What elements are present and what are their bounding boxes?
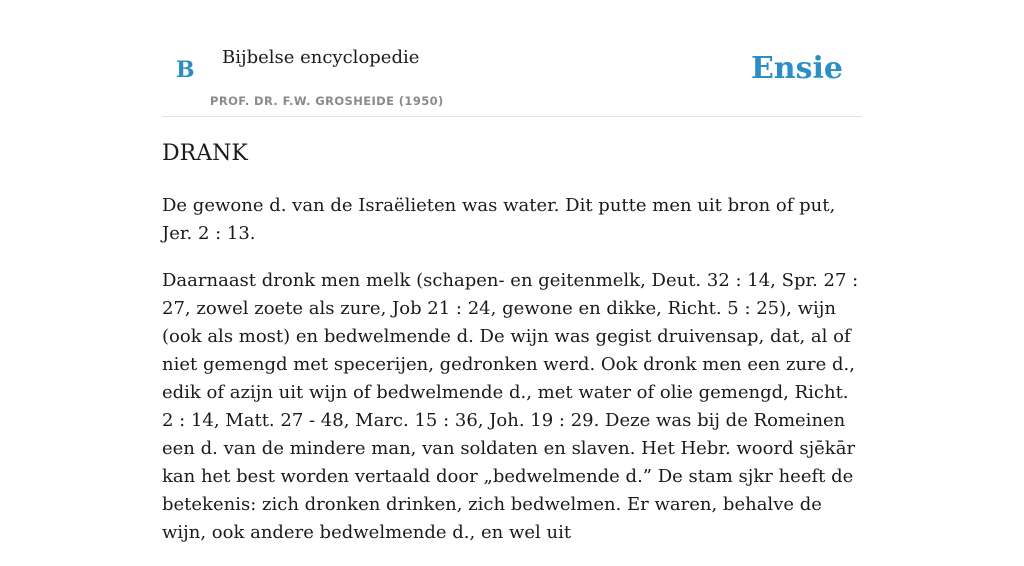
brand-logo[interactable]: Ensie xyxy=(750,51,843,86)
article-title: DRANK xyxy=(162,141,248,166)
book-title-link[interactable]: Bijbelse encyclopedie xyxy=(222,47,420,68)
article-paragraph: De gewone d. van de Israëlieten was water. Dit putte men uit bron of put, Jer. 2 : 13. xyxy=(162,195,836,244)
article xyxy=(162,138,862,566)
page-header xyxy=(162,0,862,117)
article-paragraph: Daarnaast dronk men melk (schapen- en geitenmelk, Deut. 32 : 14, Spr. 27 : 27, zowel zoete als zure, Job 21 : 24, gewone en dikke, Richt. 5 : 25), wijn (ook als most) en bedwelmende d. De wijn was gegist druivensap, dat, al of niet gemengd met specerijen, gedronken werd. Ook dronk men een zure d., edik of azijn uit wijn of bedwelmende d., met water of olie gemengd, Richt. 2 : 14, Matt. 27 - 48, Marc. 15 : 36, Joh. 19 : 29. Deze was bij de Romeinen een d. van de mindere man, van soldaten en slaven. Het Hebr. woord sjēkār kan het best worden vertaald door „bedwelmende d.” De stam sjkr heeft de betekenis: zich dronken drinken, zich bedwelmen. Er waren, behalve de wijn, ook andere bedwelmende d., en wel uit xyxy=(162,270,859,543)
book-logo[interactable]: B xyxy=(176,57,195,83)
book-author: PROF. DR. F.W. GROSHEIDE (1950) xyxy=(210,94,444,108)
